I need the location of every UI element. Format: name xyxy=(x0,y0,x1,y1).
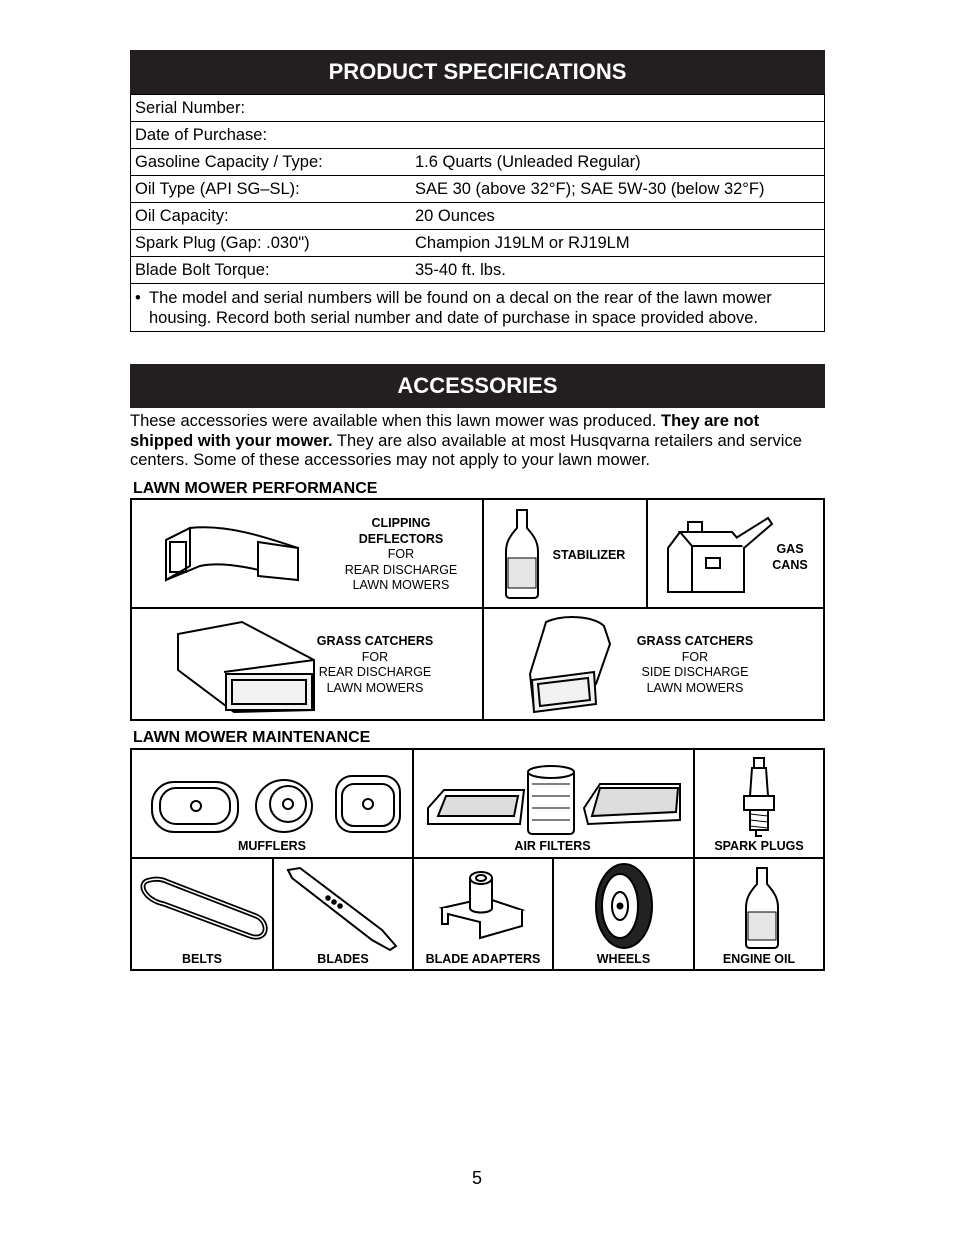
performance-grid xyxy=(130,498,825,721)
deflectors-label xyxy=(330,516,472,594)
table-row xyxy=(131,149,825,176)
blade-icon xyxy=(286,866,398,952)
blades-label: BLADES xyxy=(317,952,369,966)
intro-text: These accessories were available when this lawn mower was produced. xyxy=(130,412,662,430)
performance-heading: LAWN MOWER PERFORMANCE xyxy=(133,480,378,497)
spec-value: 1.6 Quarts (Unleaded Regular) xyxy=(411,149,825,176)
divider xyxy=(646,500,648,607)
spec-label: Blade Bolt Torque: xyxy=(131,257,412,284)
blade-adapter-icon xyxy=(436,868,526,942)
spark-plug-icon xyxy=(740,756,780,840)
table-row xyxy=(131,203,825,230)
specs-note: The model and serial numbers will be found on a decal on the rear of the lawn mower housing. Record both serial number and date of purchase in space provided above. xyxy=(149,289,772,327)
spec-value: SAE 30 (above 32°F); SAE 5W-30 (below 32°F) xyxy=(411,176,825,203)
label-line: CLIPPING xyxy=(371,516,431,530)
spec-value: 35-40 ft. lbs. xyxy=(411,257,825,284)
spec-label: Oil Type (API SG–SL): xyxy=(131,176,412,203)
spec-label: Serial Number: xyxy=(131,95,412,122)
muffler-icon xyxy=(148,770,404,836)
spec-value xyxy=(411,122,825,149)
side-catcher-label xyxy=(622,634,768,696)
gas-cans-label xyxy=(752,542,828,573)
bullet: • xyxy=(135,289,141,307)
label-line: FOR xyxy=(361,649,389,664)
blade-adapters-label: BLADE ADAPTERS xyxy=(425,952,541,966)
engine-oil-label: ENGINE OIL xyxy=(722,952,796,966)
table-row xyxy=(131,257,825,284)
label-line: GAS xyxy=(776,542,804,556)
label-line: LAWN MOWERS xyxy=(646,680,744,695)
table-row xyxy=(131,176,825,203)
stabilizer-label xyxy=(544,548,634,564)
clipping-deflector-icon xyxy=(158,520,308,590)
intro-bold-text: They are not shipped with your mower. xyxy=(130,412,760,450)
engine-oil-bottle-icon xyxy=(742,866,782,950)
maintenance-heading: LAWN MOWER MAINTENANCE xyxy=(133,729,371,746)
table-row xyxy=(131,122,825,149)
divider xyxy=(482,500,484,719)
label-line: REAR DISCHARGE xyxy=(344,562,458,577)
spec-label: Date of Purchase: xyxy=(131,122,412,149)
side-grass-catcher-icon xyxy=(524,614,614,714)
label-line: REAR DISCHARGE xyxy=(318,665,432,679)
accessories-intro xyxy=(130,412,820,471)
label-line: STABILIZER xyxy=(552,548,626,562)
spec-value: Champion J19LM or RJ19LM xyxy=(411,230,825,257)
rear-catcher-label xyxy=(300,634,450,696)
table-row xyxy=(131,284,825,332)
mufflers-label: MUFFLERS xyxy=(237,839,307,853)
label-line: CANS xyxy=(772,557,808,572)
specs-title: PRODUCT SPECIFICATIONS xyxy=(130,50,825,94)
table-row xyxy=(131,230,825,257)
stabilizer-bottle-icon xyxy=(502,508,542,600)
divider xyxy=(132,607,823,609)
label-line: FOR xyxy=(681,649,709,664)
spec-value xyxy=(411,95,825,122)
spec-label: Spark Plug (Gap: .030") xyxy=(131,230,412,257)
label-line: LAWN MOWERS xyxy=(326,680,424,695)
label-line: LAWN MOWERS xyxy=(352,578,450,592)
accessories-title: ACCESSORIES xyxy=(130,364,825,408)
divider xyxy=(693,750,695,969)
table-row xyxy=(131,95,825,122)
spec-label: Gasoline Capacity / Type: xyxy=(131,149,412,176)
label-line: SIDE DISCHARGE xyxy=(641,665,749,679)
maintenance-grid xyxy=(130,748,825,971)
label-line: FOR xyxy=(387,547,415,561)
label-line: DEFLECTORS xyxy=(358,531,444,546)
belts-label: BELTS xyxy=(181,952,223,966)
air-filter-icon xyxy=(424,762,684,836)
specs-table xyxy=(130,94,825,332)
air-filters-label: AIR FILTERS xyxy=(514,839,591,853)
divider xyxy=(132,857,823,859)
wheels-label: WHEELS xyxy=(596,952,651,966)
page-number: 5 xyxy=(471,1168,482,1188)
label-line: GRASS CATCHERS xyxy=(636,634,754,648)
spark-plugs-label: SPARK PLUGS xyxy=(714,839,804,853)
divider xyxy=(412,750,414,969)
label-line: GRASS CATCHERS xyxy=(316,634,434,648)
spec-value: 20 Ounces xyxy=(411,203,825,230)
intro-text: They are also available at most Husqvarna retailers and service centers. Some of these accessories may not apply to your lawn mower. xyxy=(130,431,802,469)
belt-icon xyxy=(140,874,268,944)
specs-note-cell xyxy=(131,284,825,332)
spec-label: Oil Capacity: xyxy=(131,203,412,230)
wheel-icon xyxy=(592,862,656,950)
